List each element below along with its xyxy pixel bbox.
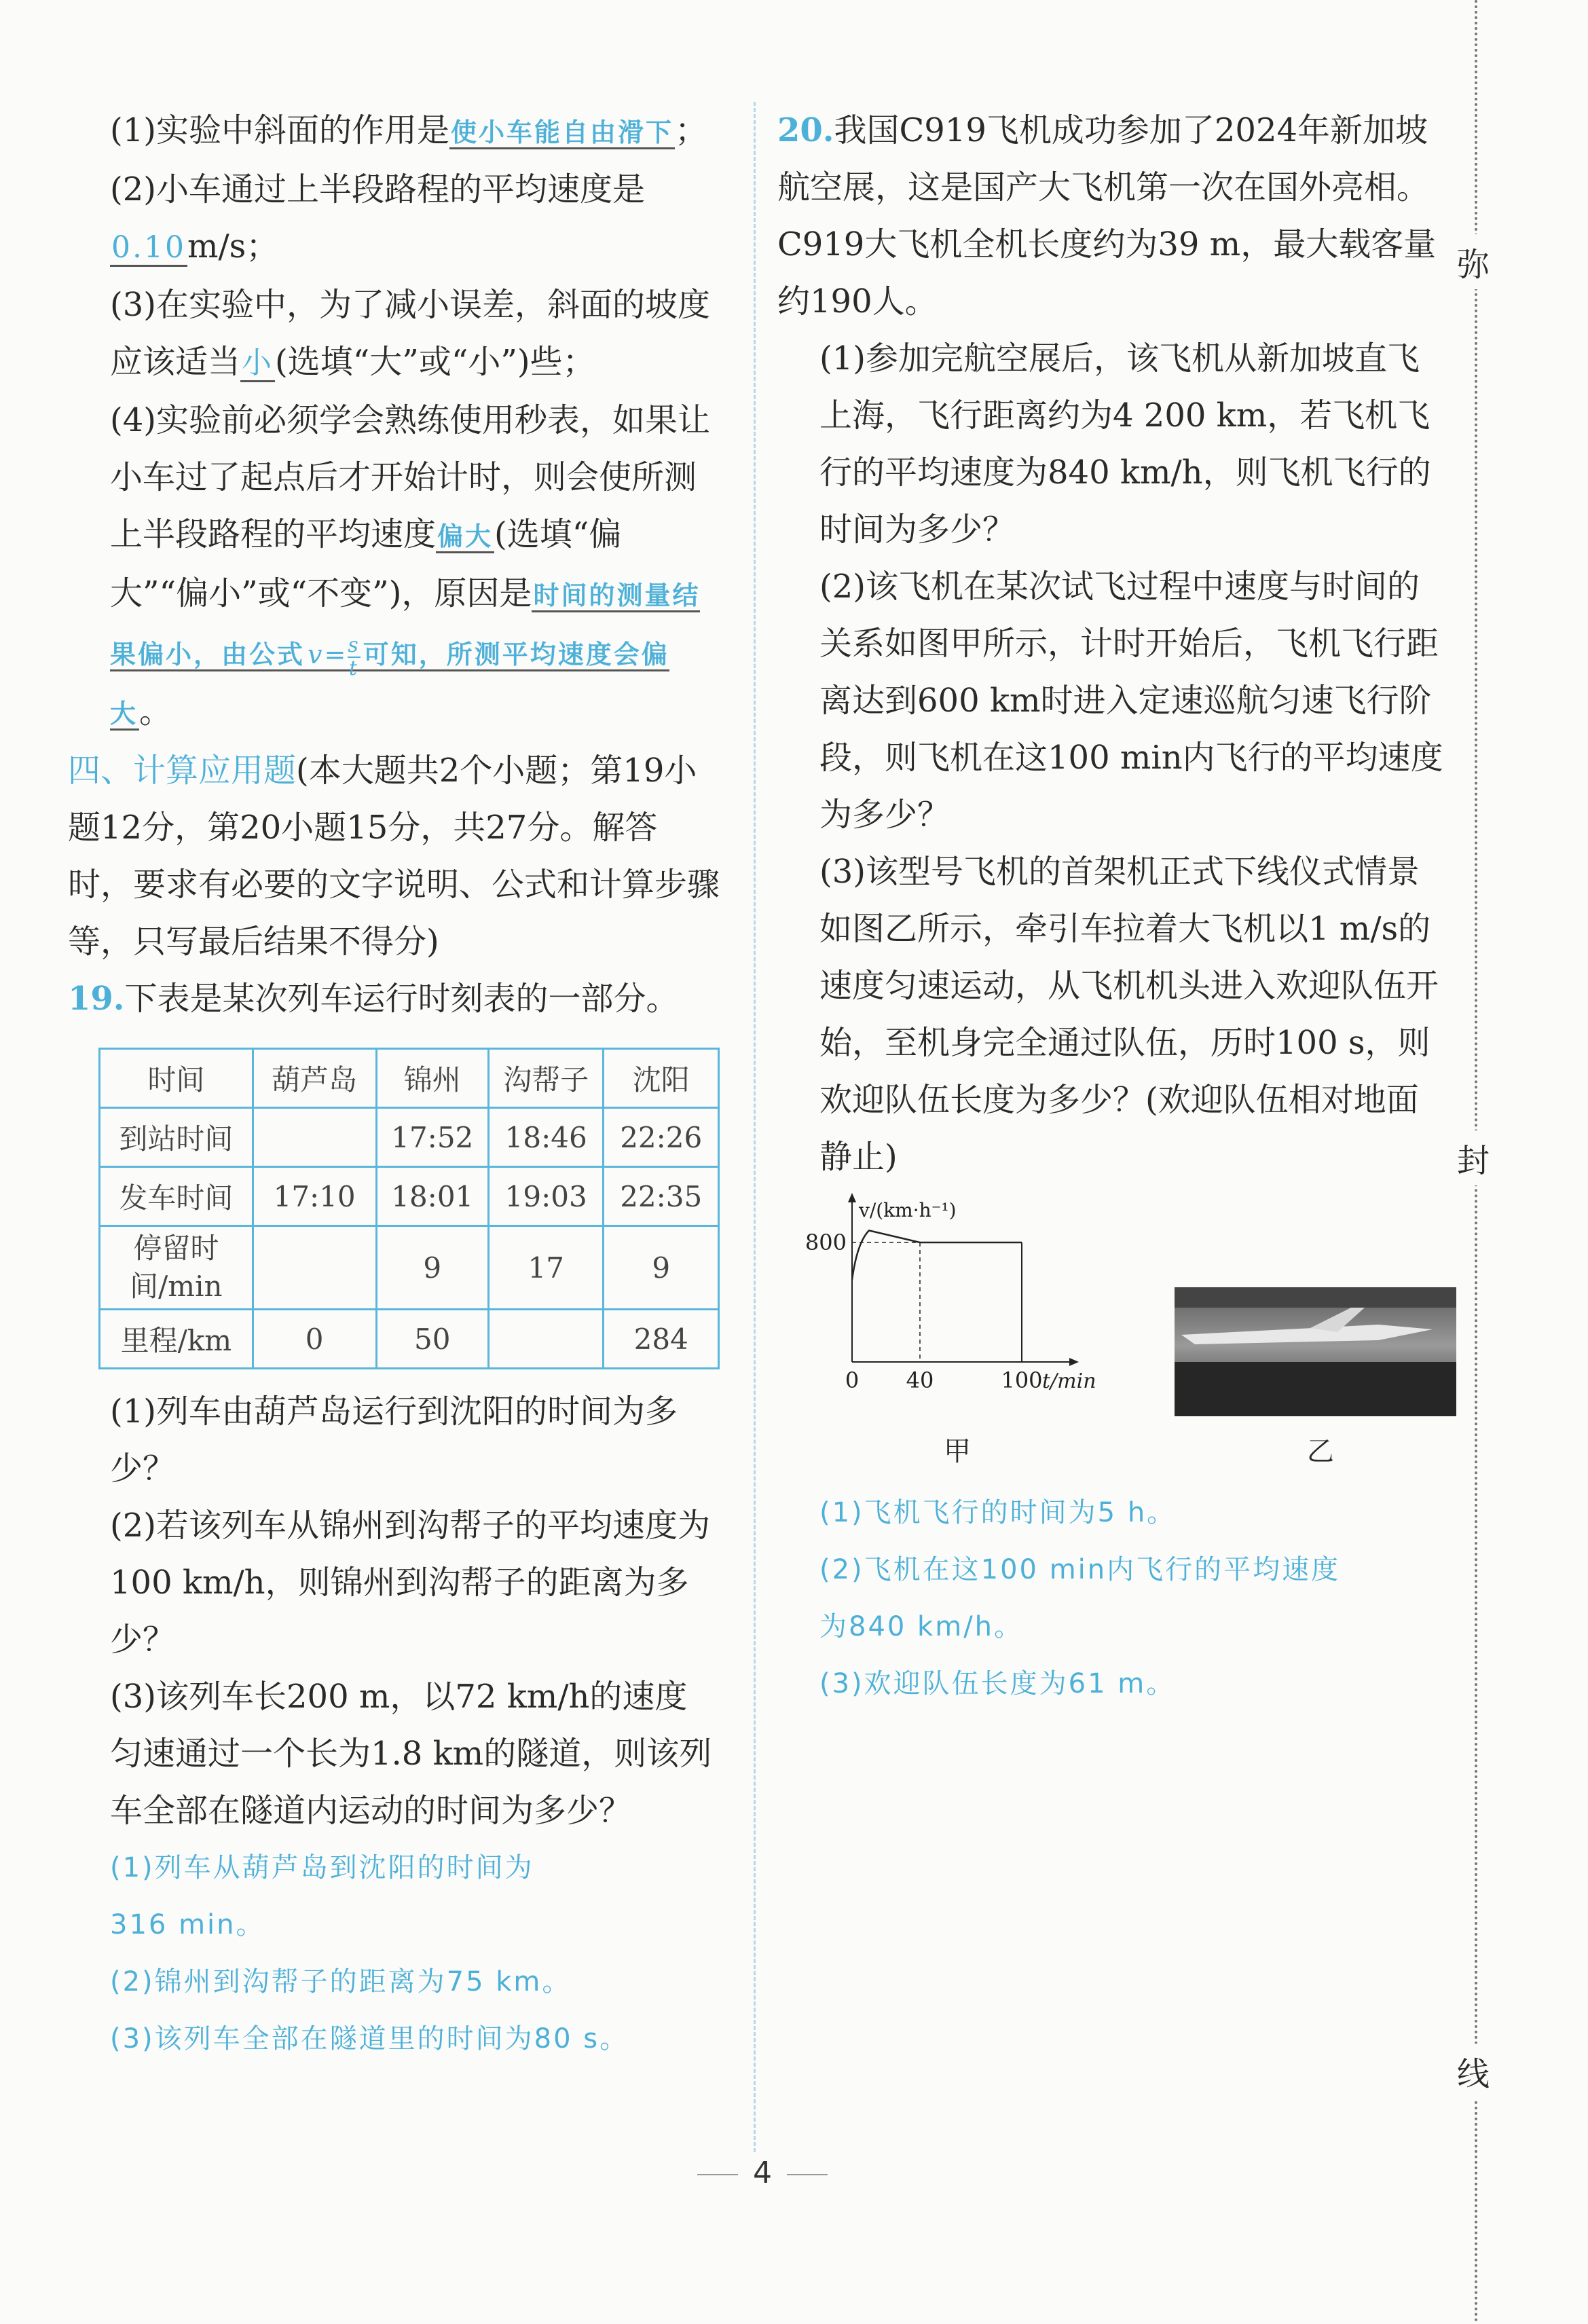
y-axis-arrow <box>848 1193 856 1202</box>
binding-char-mi: 弥 <box>1457 234 1490 289</box>
table-cell: 22:26 <box>604 1108 719 1167</box>
table-cell: 时间 <box>100 1049 253 1108</box>
y-axis-label: v/(km·h⁻¹) <box>859 1199 957 1221</box>
q19-number: 19. <box>68 980 125 1018</box>
table-cell: 17:52 <box>376 1108 488 1167</box>
table-cell: 9 <box>376 1226 488 1310</box>
table-cell <box>253 1226 376 1310</box>
x-axis-arrow <box>1069 1358 1079 1366</box>
q18-part2 <box>68 161 720 276</box>
table-row <box>100 1049 719 1108</box>
table-cell: 0 <box>253 1310 376 1369</box>
table-row <box>100 1167 719 1226</box>
ceremony-photo <box>1175 1287 1456 1416</box>
q19-stem-text: 下表是某次列车运行时刻表的一部分。 <box>124 980 679 1018</box>
q19-answer3: (3)该列车全部在隧道里的时间为80 s。 <box>110 2023 629 2054</box>
x-tick-label: 40 <box>906 1367 934 1393</box>
q18-part1-answer: 使小车能自由滑下 <box>449 117 675 149</box>
table-row <box>100 1108 719 1167</box>
q19-sub3: (3)该列车长200 m，以72 km/h的速度匀速通过一个长为1.8 km的隧道，则该列车全部在隧道内运动的时间为多少？ <box>110 1678 712 1830</box>
table-cell: 葫芦岛 <box>253 1049 376 1108</box>
timetable <box>98 1048 720 1369</box>
figure-a-caption: 甲 <box>944 1436 971 1467</box>
figure-b-caption: 乙 <box>1307 1436 1334 1467</box>
left-column <box>68 102 720 2067</box>
q19-sub1: (1)列车由葫芦岛运行到沈阳的时间为多少？ <box>110 1392 678 1488</box>
q18-part2-answer: 0.10 <box>110 230 187 267</box>
table-cell: 停留时间/min <box>100 1226 253 1310</box>
q20-figures <box>777 1199 1449 1484</box>
q18-part4-end: 。 <box>139 693 172 731</box>
x-tick-label: 100 <box>1001 1367 1043 1393</box>
q18-part4-answer: 偏大 <box>436 521 494 553</box>
section4-desc: (本大题共2个小题；第19小题12分，第20小题15分，共27分。解答时，要求有必要的文字说明、公式和计算步骤等，只写最后结果不得分) <box>68 752 720 961</box>
q20-answer3: (3)欢迎队伍长度为61 m。 <box>819 1668 1176 1699</box>
q19-answer1a: (1)列车从葫芦岛到沈阳的时间为 <box>110 1852 534 1883</box>
section4-title: 四、计算应用题 <box>68 752 297 790</box>
q20-sub2: (2)该飞机在某次试飞过程中速度与时间的关系如图甲所示，计时开始后，飞机飞行距离达到600 km时进入定速巡航匀速飞行阶段，则飞机在这100 min内飞行的平均速度为多少？ <box>819 568 1443 834</box>
table-cell: 到站时间 <box>100 1108 253 1167</box>
table-cell: 284 <box>604 1310 719 1369</box>
vt-chart <box>805 1199 1096 1423</box>
formula-eq: = <box>324 640 348 669</box>
page-number <box>682 2156 843 2190</box>
column-divider <box>754 102 756 2152</box>
table-cell: 里程/km <box>100 1310 253 1369</box>
q20-stem <box>777 102 1449 330</box>
q18-part4-reason-a: 时间的测量结果偏小，由公式 <box>110 580 700 671</box>
table-cell: 17:10 <box>253 1167 376 1226</box>
q18-part3-answer: 小 <box>240 346 275 382</box>
q19-answer1b: 316 min。 <box>110 1909 265 1940</box>
q18-part4-text: (4)实验前必须学会熟练使用秒表，如果让小车过了起点后才开始计时，则会使所测上半段路程的平均速度 <box>110 401 710 553</box>
table-cell: 9 <box>604 1226 719 1310</box>
table-cell: 18:01 <box>376 1167 488 1226</box>
q20-sub1: (1)参加完航空展后，该飞机从新加坡直飞上海，飞行距离约为4 200 km，若飞机飞行的平均速度为840 km/h，则飞机飞行的时间为多少？ <box>819 339 1431 549</box>
q20-stem-text: 我国C919飞机成功参加了2024年新加坡航空展，这是国产大飞机第一次在国外亮相。C919大飞机全机长度约为39 m，最大载客量约190人。 <box>777 111 1437 320</box>
table-cell <box>488 1310 604 1369</box>
q18-part4-reason-b: 可知，所测平均速度会偏大 <box>110 640 669 731</box>
q18-part3-end: (选填“大”或“小”)些； <box>275 343 595 381</box>
formula-v: v <box>308 640 325 669</box>
table-cell: 18:46 <box>488 1108 604 1167</box>
q20-answer2b: 为840 km/h。 <box>819 1611 1024 1642</box>
table-cell <box>253 1108 376 1167</box>
q19-answer2: (2)锦州到沟帮子的距离为75 km。 <box>110 1966 572 1997</box>
q18-part4 <box>68 392 720 742</box>
formula-denominator: t <box>349 656 360 680</box>
formula-numerator: s <box>348 633 361 657</box>
q18-part2-end: m/s； <box>187 227 279 265</box>
table-cell: 50 <box>376 1310 488 1369</box>
binding-char-xian: 线 <box>1457 2044 1490 2099</box>
page-number-text: 4 <box>753 2156 772 2190</box>
q19-sub2: (2)若该列车从锦州到沟帮子的平均速度为100 km/h，则锦州到沟帮子的距离为多少？ <box>110 1507 710 1659</box>
q18-part2-text: (2)小车通过上半段路程的平均速度是 <box>110 170 645 208</box>
right-column <box>777 102 1449 1712</box>
y-tick-label: 800 <box>805 1230 847 1255</box>
q18-part1-text: (1)实验中斜面的作用是 <box>110 111 449 149</box>
table-cell: 锦州 <box>376 1049 488 1108</box>
q20-number: 20. <box>777 111 834 149</box>
q18-part4-mid: (选填“偏大”“偏小”或“不变”)，原因是 <box>110 515 622 612</box>
q20-answer2a: (2)飞机在这100 min内飞行的平均速度 <box>819 1554 1341 1585</box>
q19-stem <box>68 970 720 1027</box>
binding-char-feng: 封 <box>1457 1130 1490 1185</box>
q18-formula <box>306 633 362 680</box>
series-line <box>852 1230 1022 1280</box>
table-cell: 发车时间 <box>100 1167 253 1226</box>
formula-fraction <box>348 635 360 680</box>
table-row <box>100 1310 719 1369</box>
table-cell: 22:35 <box>604 1167 719 1226</box>
q18-part3-text: (3)在实验中，为了减小误差，斜面的坡度应该适当 <box>110 286 710 381</box>
q20-sub3: (3)该型号飞机的首架机正式下线仪式情景如图乙所示，牵引车拉着大飞机以1 m/s的速度匀速运动，从飞机机头进入欢迎队伍开始，至机身完全通过队伍，历时100 s，则欢迎队伍长度为多少？(欢迎队伍相对地面静止) <box>819 853 1439 1176</box>
q20-answer1: (1)飞机飞行的时间为5 h。 <box>819 1497 1177 1528</box>
table-cell: 17 <box>488 1226 604 1310</box>
x-axis-label: t/min <box>1042 1369 1096 1393</box>
q18-part1-end: ； <box>675 111 708 149</box>
table-row <box>100 1226 719 1310</box>
q18-part1 <box>68 102 720 161</box>
table-cell: 19:03 <box>488 1167 604 1226</box>
q18-part3 <box>68 276 720 392</box>
x-tick-label: 0 <box>845 1367 860 1393</box>
table-cell: 沟帮子 <box>488 1049 604 1108</box>
table-cell: 沈阳 <box>604 1049 719 1108</box>
section4-heading <box>68 742 720 970</box>
